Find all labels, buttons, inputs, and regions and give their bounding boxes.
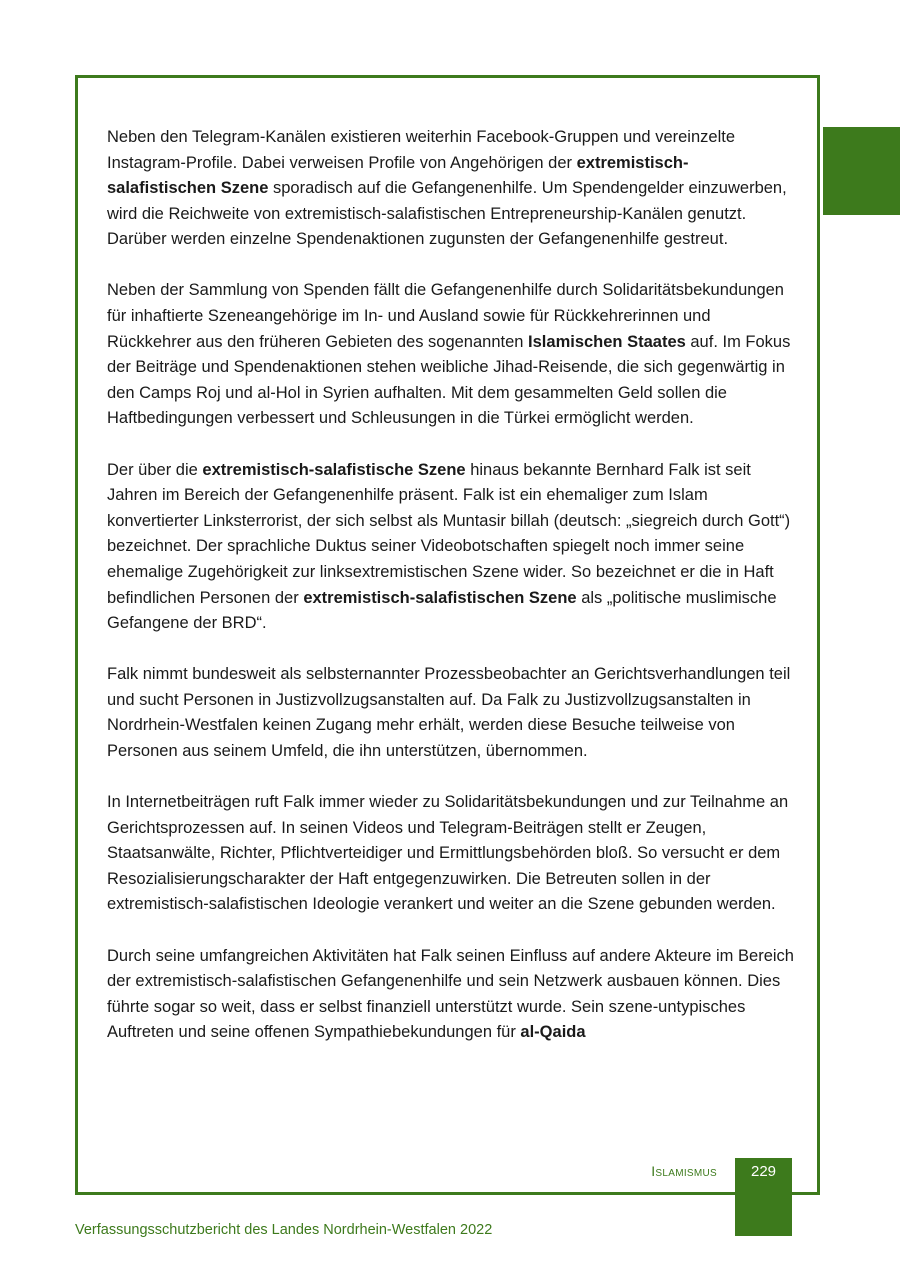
paragraph-6: Durch seine umfangreichen Aktivitäten hat Falk seinen Einfluss auf andere Akteure im Bereich der extremistisch-salafistischen Gefangenenhilfe und sein Netzwerk ausbauen können. Dies führte sogar so weit, dass er selbst finanziell unterstützt wurde. Sein szene-untypisches Auftreten und seine offenen Sympathiebekundungen für al-Qaida (107, 946, 794, 1042)
body-text (107, 125, 795, 1071)
page-number: 229 (750, 1163, 777, 1180)
paragraph-4: Falk nimmt bundesweit als selbsternannter Prozessbeobachter an Gerichtsverhandlungen teil und sucht Personen in Justizvollzugsanstalten auf. Da Falk zu Justizvollzugsanstalten in Nordrhein-Westfalen keinen Zugang mehr erhält, werden diese Besuche teilweise von Personen aus seinem Umfeld, die ihn unterstützen, übernommen. (107, 665, 791, 760)
section-label: Islamismus (651, 1163, 717, 1179)
paragraph-2: Neben der Sammlung von Spenden fällt die Gefangenenhilfe durch Solidaritätsbekundungen für inhaftierte Szeneangehörige im In- und Ausland sowie für Rückkehrerinnen und Rückkehrer aus den früheren Gebieten des sogenannten Islamischen Staates auf. Im Fokus der Beiträge und Spendenaktionen stehen weibliche Jihad-Reisende, die sich gegenwärtig in den Camps Roj und al-Hol in Syrien aufhalten. Mit dem gesammelten Geld sollen die Haftbedingungen verbessert und Schleusungen in die Türkei ermöglicht werden. (107, 281, 791, 428)
chapter-side-tab (823, 127, 900, 215)
paragraph-3: Der über die extremistisch-salafistische Szene hinaus bekannte Bernhard Falk ist seit Jahren im Bereich der Gefangenenhilfe präsent. Falk ist ein ehemaliger zum Islam konvertierter Linksterrorist, der sich selbst als Muntasir billah (deutsch: „siegreich durch Gott“) bezeichnet. Der sprachliche Duktus seiner Videobotschaften spiegelt noch immer seine ehemalige Zugehörigkeit zur linksextremistischen Szene wider. So bezeichnet er die in Haft befindlichen Personen der extremistisch-salafistischen Szene als „politische muslimische Gefangene der BRD“. (107, 460, 791, 633)
paragraph-5: In Internetbeiträgen ruft Falk immer wieder zu Solidaritätsbekundungen und zur Teilnahme an Gerichtsprozessen auf. In seinen Videos und Telegram-Beiträgen stellt er Zeugen, Staatsanwälte, Richter, Pflichtverteidiger und Ermittlungsbehörden bloß. So versucht er dem Resozialisierungscharakter der Haft entgegenzuwirken. Die Betreuten sollen in der extremistisch-salafistischen Ideologie verankert und weiter an die Szene gebunden werden. (107, 793, 789, 914)
footer-publication-title: Verfassungsschutzbericht des Landes Nordrhein-Westfalen 2022 (75, 1222, 493, 1238)
paragraph-1: Neben den Telegram-Kanälen existieren weiterhin Facebook-Gruppen und vereinzelte Instagram-Profile. Dabei verweisen Profile von Angehörigen der extremistisch-salafistischen Szene sporadisch auf die Gefangenenhilfe. Um Spendengelder einzuwerben, wird die Reichweite von extremistisch-salafistischen Entrepreneurship-Kanälen genutzt. Darüber werden einzelne Spendenaktionen zugunsten der Gefangenenhilfe gestreut. (107, 128, 787, 249)
